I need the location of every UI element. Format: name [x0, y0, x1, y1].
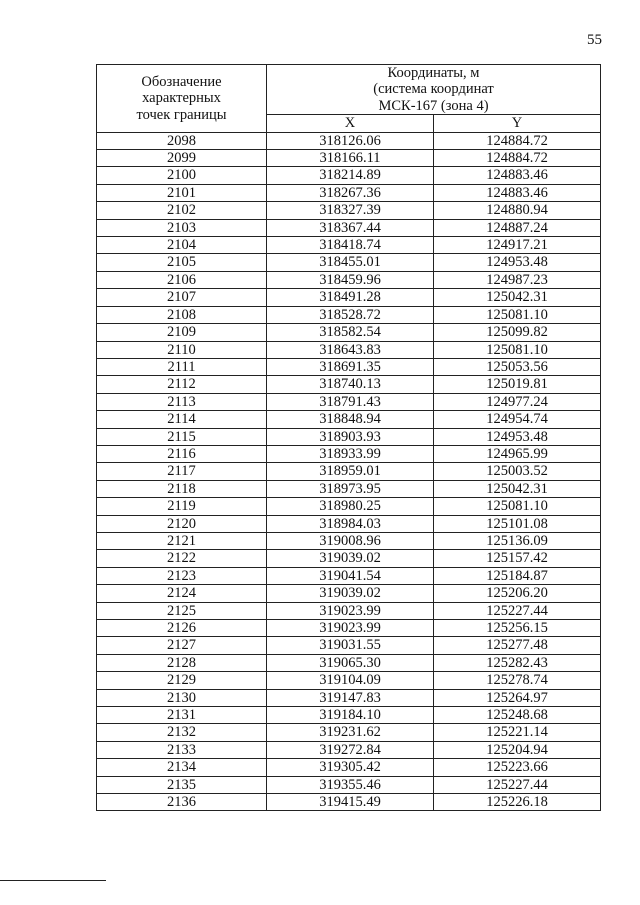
table-row	[97, 341, 601, 358]
point-id-cell: 2123	[97, 567, 267, 584]
table-row	[97, 202, 601, 219]
table-header	[97, 65, 601, 133]
table-row	[97, 376, 601, 393]
point-id-cell: 2134	[97, 759, 267, 776]
point-id-cell: 2124	[97, 585, 267, 602]
table-row	[97, 428, 601, 445]
point-id-cell: 2135	[97, 776, 267, 793]
point-id-cell: 2112	[97, 376, 267, 393]
y-coordinate-cell: 125081.10	[434, 498, 601, 515]
x-coordinate-cell: 319023.99	[267, 602, 434, 619]
point-id-cell: 2100	[97, 167, 267, 184]
x-coordinate-cell: 318848.94	[267, 411, 434, 428]
point-id-cell: 2099	[97, 150, 267, 167]
y-coordinate-cell: 125053.56	[434, 358, 601, 375]
point-id-cell: 2105	[97, 254, 267, 271]
x-coordinate-cell: 318455.01	[267, 254, 434, 271]
x-coordinate-cell: 319031.55	[267, 637, 434, 654]
table-row	[97, 132, 601, 149]
table-row	[97, 254, 601, 271]
x-coordinate-cell: 318791.43	[267, 393, 434, 410]
y-coordinate-cell: 125227.44	[434, 602, 601, 619]
table-row	[97, 654, 601, 671]
y-coordinate-cell: 125136.09	[434, 532, 601, 549]
x-coordinate-cell: 319008.96	[267, 532, 434, 549]
table-row	[97, 150, 601, 167]
table-row	[97, 324, 601, 341]
header-point-line: точек границы	[136, 106, 227, 123]
y-coordinate-cell: 125226.18	[434, 794, 601, 811]
table-row	[97, 550, 601, 567]
table-row	[97, 515, 601, 532]
table-row	[97, 237, 601, 254]
page-number: 55	[587, 32, 602, 48]
y-coordinate-cell: 125099.82	[434, 324, 601, 341]
point-id-cell: 2128	[97, 654, 267, 671]
x-coordinate-cell: 319415.49	[267, 794, 434, 811]
y-coordinate-cell: 125003.52	[434, 463, 601, 480]
table-row	[97, 741, 601, 758]
point-id-cell: 2108	[97, 306, 267, 323]
x-coordinate-cell: 318959.01	[267, 463, 434, 480]
table-row	[97, 776, 601, 793]
x-coordinate-cell: 319272.84	[267, 741, 434, 758]
table-row	[97, 794, 601, 811]
point-id-cell: 2098	[97, 132, 267, 149]
table-row	[97, 393, 601, 410]
x-coordinate-cell: 319355.46	[267, 776, 434, 793]
y-coordinate-cell: 124953.48	[434, 254, 601, 271]
table-row	[97, 463, 601, 480]
y-coordinate-cell: 124977.24	[434, 393, 601, 410]
table-row	[97, 620, 601, 637]
header-coordinates	[267, 65, 601, 115]
header-x: X	[267, 115, 434, 132]
x-coordinate-cell: 318528.72	[267, 306, 434, 323]
y-coordinate-cell: 125206.20	[434, 585, 601, 602]
x-coordinate-cell: 318267.36	[267, 184, 434, 201]
y-coordinate-cell: 125204.94	[434, 741, 601, 758]
point-id-cell: 2107	[97, 289, 267, 306]
header-point-line: характерных	[142, 90, 221, 107]
x-coordinate-cell: 318903.93	[267, 428, 434, 445]
table-row	[97, 672, 601, 689]
y-coordinate-cell: 125081.10	[434, 341, 601, 358]
point-id-cell: 2130	[97, 689, 267, 706]
x-coordinate-cell: 318126.06	[267, 132, 434, 149]
y-coordinate-cell: 125256.15	[434, 620, 601, 637]
y-coordinate-cell: 125019.81	[434, 376, 601, 393]
point-id-cell: 2119	[97, 498, 267, 515]
y-coordinate-cell: 125221.14	[434, 724, 601, 741]
x-coordinate-cell: 318691.35	[267, 358, 434, 375]
point-id-cell: 2104	[97, 237, 267, 254]
point-id-cell: 2136	[97, 794, 267, 811]
x-coordinate-cell: 318367.44	[267, 219, 434, 236]
table-row	[97, 689, 601, 706]
table-row	[97, 759, 601, 776]
point-id-cell: 2121	[97, 532, 267, 549]
footnote-separator	[0, 880, 106, 881]
table-row	[97, 289, 601, 306]
y-coordinate-cell: 125223.66	[434, 759, 601, 776]
table-row	[97, 167, 601, 184]
y-coordinate-cell: 125042.31	[434, 289, 601, 306]
y-coordinate-cell: 125282.43	[434, 654, 601, 671]
header-coords-line: МСК-167 (зона 4)	[378, 97, 489, 114]
table-row	[97, 445, 601, 462]
x-coordinate-cell: 319065.30	[267, 654, 434, 671]
y-coordinate-cell: 125157.42	[434, 550, 601, 567]
header-coords-line: Координаты, м	[387, 65, 480, 81]
table-row	[97, 480, 601, 497]
table-row	[97, 532, 601, 549]
point-id-cell: 2118	[97, 480, 267, 497]
x-coordinate-cell: 318984.03	[267, 515, 434, 532]
table-row	[97, 567, 601, 584]
point-id-cell: 2117	[97, 463, 267, 480]
point-id-cell: 2125	[97, 602, 267, 619]
y-coordinate-cell: 125227.44	[434, 776, 601, 793]
y-coordinate-cell: 125184.87	[434, 567, 601, 584]
point-id-cell: 2109	[97, 324, 267, 341]
y-coordinate-cell: 124987.23	[434, 271, 601, 288]
y-coordinate-cell: 124884.72	[434, 150, 601, 167]
point-id-cell: 2110	[97, 341, 267, 358]
table-row	[97, 411, 601, 428]
x-coordinate-cell: 318582.54	[267, 324, 434, 341]
table-body	[97, 132, 601, 811]
point-id-cell: 2114	[97, 411, 267, 428]
point-id-cell: 2113	[97, 393, 267, 410]
header-y: Y	[434, 115, 601, 132]
y-coordinate-cell: 124954.74	[434, 411, 601, 428]
point-id-cell: 2122	[97, 550, 267, 567]
y-coordinate-cell: 125248.68	[434, 707, 601, 724]
x-coordinate-cell: 318214.89	[267, 167, 434, 184]
y-coordinate-cell: 125042.31	[434, 480, 601, 497]
point-id-cell: 2127	[97, 637, 267, 654]
y-coordinate-cell: 124965.99	[434, 445, 601, 462]
table-row	[97, 585, 601, 602]
y-coordinate-cell: 124953.48	[434, 428, 601, 445]
x-coordinate-cell: 318980.25	[267, 498, 434, 515]
point-id-cell: 2132	[97, 724, 267, 741]
x-coordinate-cell: 319231.62	[267, 724, 434, 741]
x-coordinate-cell: 318740.13	[267, 376, 434, 393]
point-id-cell: 2116	[97, 445, 267, 462]
point-id-cell: 2102	[97, 202, 267, 219]
point-id-cell: 2115	[97, 428, 267, 445]
table-row	[97, 271, 601, 288]
y-coordinate-cell: 124887.24	[434, 219, 601, 236]
point-id-cell: 2103	[97, 219, 267, 236]
point-id-cell: 2133	[97, 741, 267, 758]
y-coordinate-cell: 125277.48	[434, 637, 601, 654]
x-coordinate-cell: 318418.74	[267, 237, 434, 254]
table-row	[97, 724, 601, 741]
coordinates-table	[96, 64, 601, 811]
y-coordinate-cell: 124883.46	[434, 184, 601, 201]
table-row	[97, 637, 601, 654]
x-coordinate-cell: 319104.09	[267, 672, 434, 689]
point-id-cell: 2129	[97, 672, 267, 689]
y-coordinate-cell: 125264.97	[434, 689, 601, 706]
point-id-cell: 2120	[97, 515, 267, 532]
y-coordinate-cell: 124880.94	[434, 202, 601, 219]
x-coordinate-cell: 319305.42	[267, 759, 434, 776]
point-id-cell: 2101	[97, 184, 267, 201]
table-row	[97, 707, 601, 724]
point-id-cell: 2111	[97, 358, 267, 375]
table-row	[97, 602, 601, 619]
table-row	[97, 306, 601, 323]
header-coords-line: (система координат	[373, 81, 494, 98]
x-coordinate-cell: 319039.02	[267, 585, 434, 602]
y-coordinate-cell: 124884.72	[434, 132, 601, 149]
x-coordinate-cell: 319147.83	[267, 689, 434, 706]
point-id-cell: 2131	[97, 707, 267, 724]
y-coordinate-cell: 124917.21	[434, 237, 601, 254]
point-id-cell: 2126	[97, 620, 267, 637]
x-coordinate-cell: 319039.02	[267, 550, 434, 567]
table-row	[97, 219, 601, 236]
x-coordinate-cell: 318166.11	[267, 150, 434, 167]
header-point-designation	[97, 65, 267, 133]
table-row	[97, 358, 601, 375]
x-coordinate-cell: 318643.83	[267, 341, 434, 358]
y-coordinate-cell: 125081.10	[434, 306, 601, 323]
x-coordinate-cell: 318327.39	[267, 202, 434, 219]
y-coordinate-cell: 125278.74	[434, 672, 601, 689]
table-row	[97, 184, 601, 201]
header-point-line: Обозначение	[141, 73, 222, 90]
x-coordinate-cell: 318933.99	[267, 445, 434, 462]
y-coordinate-cell: 125101.08	[434, 515, 601, 532]
table-row	[97, 498, 601, 515]
y-coordinate-cell: 124883.46	[434, 167, 601, 184]
x-coordinate-cell: 318491.28	[267, 289, 434, 306]
x-coordinate-cell: 318459.96	[267, 271, 434, 288]
x-coordinate-cell: 319184.10	[267, 707, 434, 724]
x-coordinate-cell: 318973.95	[267, 480, 434, 497]
point-id-cell: 2106	[97, 271, 267, 288]
x-coordinate-cell: 319041.54	[267, 567, 434, 584]
x-coordinate-cell: 319023.99	[267, 620, 434, 637]
